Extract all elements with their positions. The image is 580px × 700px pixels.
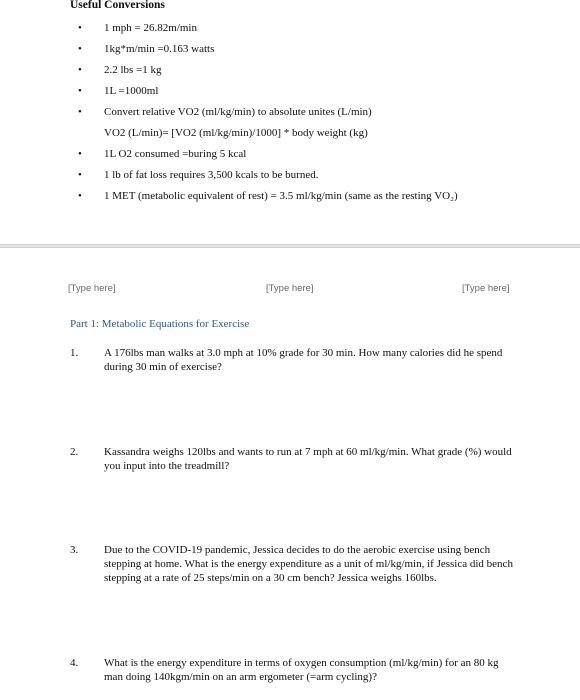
conversion-text: 1 MET (metabolic equivalent of rest) = 3.5 ml/kg/min (same as the resting VO₂): [104, 190, 458, 202]
vo2-formula: VO2 (L/min)= [VO2 (ml/kg/min)/1000] * body weight (kg): [104, 127, 368, 139]
question-text: Kassandra weighs 120lbs and wants to run at 7 mph at 60 ml/kg/min. What grade (%) would you input into the treadmill?: [104, 446, 512, 472]
conversion-item: [0, 147, 560, 163]
conversion-text: 2.2 lbs =1 kg: [104, 64, 162, 76]
header-right-placeholder[interactable]: [Type here]: [462, 283, 510, 294]
question-text: What is the energy expenditure in terms of oxygen consumption (ml/kg/min) for an 80 kg man doing 140kgm/min on an arm ergometer (=arm cycling)?: [104, 657, 499, 683]
question-text: A 176lbs man walks at 3.0 mph at 10% grade for 30 min. How many calories did he spend during 30 min of exercise?: [104, 347, 503, 373]
bullet-icon: •: [78, 85, 82, 97]
conversions-page: [0, 0, 580, 244]
question-number: 4.: [70, 657, 79, 669]
bullet-icon: •: [78, 64, 82, 76]
bullet-icon: •: [78, 148, 82, 160]
conversion-text: Convert relative VO2 (ml/kg/min) to absolute unites (L/min): [104, 106, 372, 118]
questions-page: [0, 248, 580, 700]
question-text: Due to the COVID-19 pandemic, Jessica decides to do the aerobic exercise using bench stepping at home. What is the energy expenditure as a unit of ml/kg/min, if Jessica did bench stepping at a rate of 25 steps/min on a 30 cm bench? Jessica weighs 160lbs.: [104, 544, 513, 584]
conversion-text: 1kg*m/min =0.163 watts: [104, 43, 215, 55]
conversion-text: 1 mph = 26.82m/min: [104, 22, 197, 34]
question-number: 1.: [70, 347, 79, 359]
header-left-placeholder[interactable]: [Type here]: [68, 283, 116, 294]
conversion-item: [0, 42, 560, 58]
conversion-item: [0, 168, 560, 184]
bullet-icon: •: [78, 22, 82, 34]
conversion-text: 1L O2 consumed =buring 5 kcal: [104, 148, 247, 160]
conversion-item: [0, 84, 560, 100]
question-number: 2.: [70, 446, 79, 458]
conversion-item: [0, 63, 560, 79]
part-title: Part 1: Metabolic Equations for Exercise: [70, 318, 250, 330]
bullet-icon: •: [78, 190, 82, 202]
conversion-text: 1L =1000ml: [104, 85, 159, 97]
question-number: 3.: [70, 544, 79, 556]
conversion-text: 1 lb of fat loss requires 3,500 kcals to be burned.: [104, 169, 319, 181]
bullet-icon: •: [78, 169, 82, 181]
conversion-item: [0, 105, 560, 121]
bullet-icon: •: [78, 106, 82, 118]
conversion-item: [0, 21, 560, 37]
bullet-icon: •: [78, 43, 82, 55]
conversion-item: [0, 189, 560, 205]
header-center-placeholder[interactable]: [Type here]: [266, 283, 314, 294]
conversions-title: Useful Conversions: [70, 0, 165, 11]
